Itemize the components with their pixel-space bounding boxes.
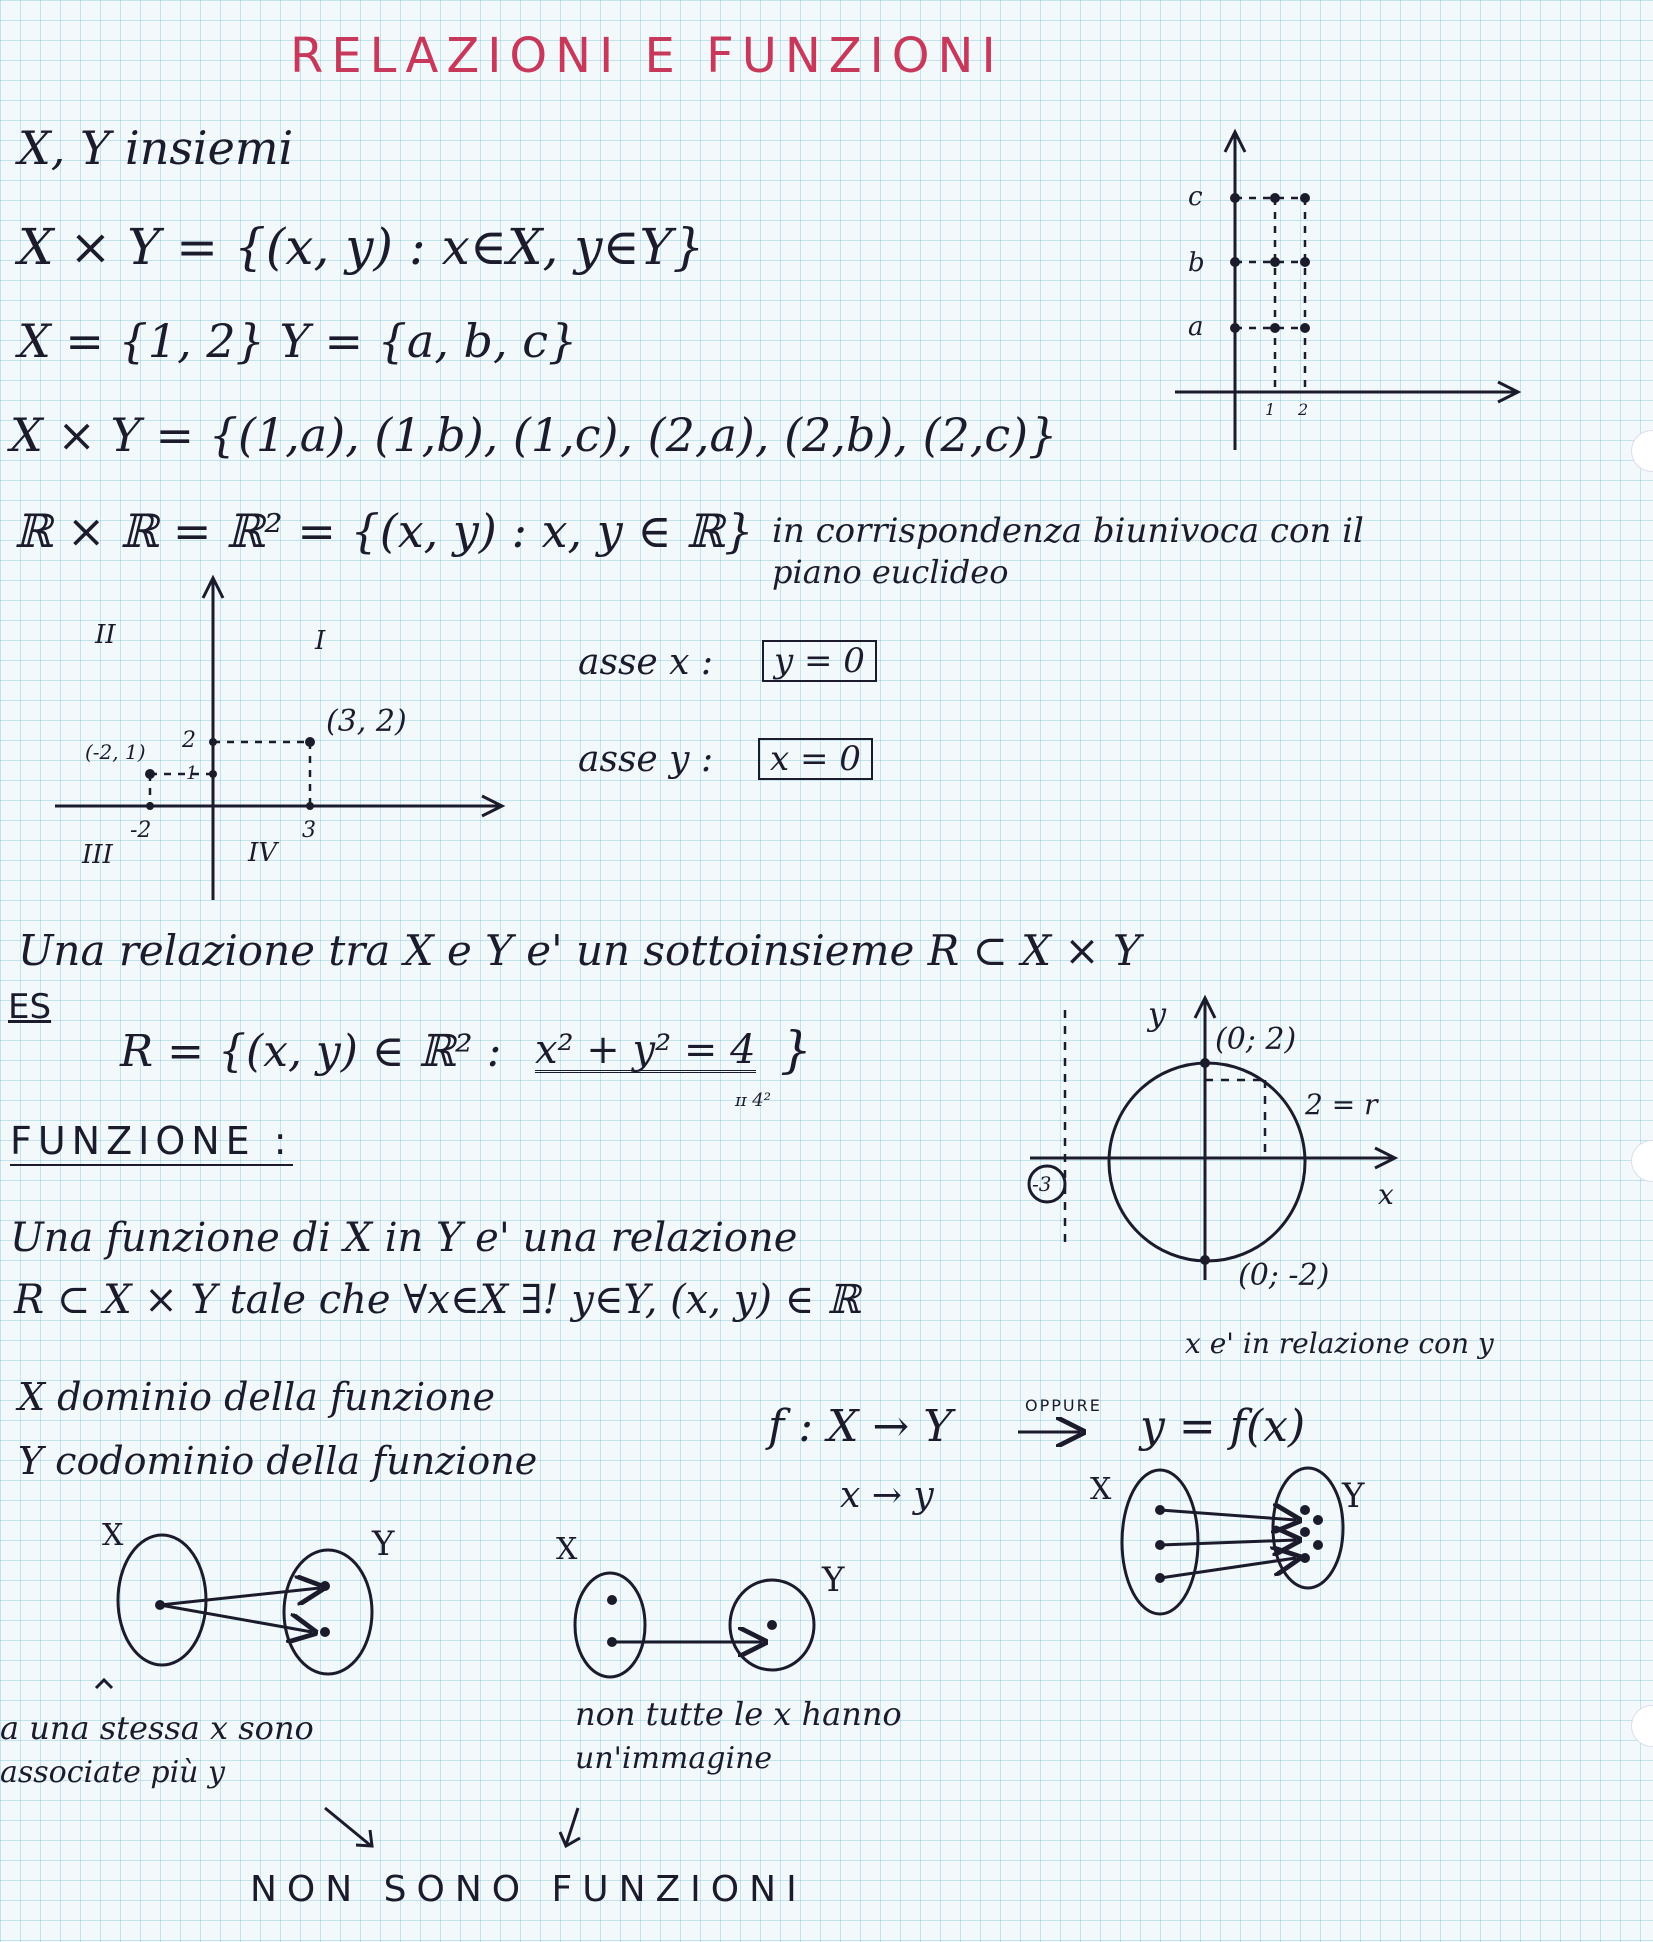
page-title: RELAZIONI E FUNZIONI [290, 28, 1004, 84]
example-sets: X = {1, 2} Y = {a, b, c} [18, 314, 578, 368]
note-noimage-line2: un'immagine [575, 1741, 773, 1776]
binder-hole [1631, 1140, 1653, 1182]
es-relation-close: } [780, 1021, 812, 1079]
product-graph-x-arrow [1498, 382, 1518, 402]
circle-graph-bottom-label: (0; -2) [1238, 1258, 1330, 1293]
quadrant-III: III [82, 840, 113, 870]
circle-graph-x-label: x [1378, 1178, 1394, 1211]
circle-graph-left-label: -3 [1032, 1172, 1052, 1196]
es-label: ES [8, 987, 52, 1027]
circle-graph-top-label: (0; 2) [1215, 1022, 1297, 1057]
circle-graph-circle [1109, 1063, 1305, 1261]
relation-definition: Una relazione tra X e Y e' un sottoinsieme R ⊂ X × Y [18, 926, 1141, 975]
product-graph-y-arrow [1225, 132, 1245, 152]
function-header: FUNZIONE : [10, 1122, 293, 1166]
note-noimage-line1: non tutte le x hanno [575, 1695, 902, 1733]
binder-hole [1631, 1705, 1653, 1747]
plane-graph-point-b [145, 769, 155, 779]
axis-y-label: asse y : [578, 739, 714, 780]
diagram1-y-label: Y [372, 1524, 395, 1564]
axis-x-label: asse x : [578, 642, 714, 683]
diagram3-y-label: Y [1342, 1476, 1365, 1516]
plane-graph-tick-m2: -2 [130, 818, 152, 843]
diagram-multiple-y [96, 1535, 372, 1688]
product-graph-tick-a: a [1188, 312, 1204, 342]
plane-graph-tick-2: 2 [182, 728, 196, 753]
function-explicit: y = f(x) [1140, 1401, 1306, 1452]
plane-graph-tick-3: 3 [302, 818, 316, 843]
note-multiple-line2: associate più y [0, 1755, 225, 1790]
r2-note-line1: in corrispondenza biunivoca con il [772, 511, 1364, 551]
plane-graph-label-a: (3, 2) [326, 704, 407, 739]
diagram-function [1122, 1468, 1343, 1614]
circle-graph-y-label: y [1148, 995, 1167, 1033]
conclusion: NON SONO FUNZIONI [250, 1869, 807, 1910]
quadrant-II: II [95, 620, 116, 650]
quadrant-I: I [315, 626, 326, 656]
function-definition-line1: Una funzione di X in Y e' una relazione [10, 1215, 798, 1261]
es-relation-sub: ɪɪ 4² [735, 1090, 771, 1111]
codomain-line: Y codominio della funzione [18, 1439, 538, 1483]
diagram1-x-label: X [102, 1518, 124, 1553]
map-notation: x → y [840, 1475, 934, 1516]
product-graph-tick-b: b [1188, 248, 1205, 278]
note-multiple-line1: a una stessa x sono [0, 1709, 314, 1747]
diagram2-y-label: Y [822, 1560, 845, 1600]
plane-graph-point-a [305, 737, 315, 747]
es-relation-prefix: R = {(x, y) ∈ ℝ² : [120, 1026, 502, 1077]
plane-graph-label-b: (-2, 1) [85, 740, 146, 764]
oppure-label: OPPURE [1025, 1396, 1102, 1415]
circle-graph-right-label: 2 = r [1305, 1088, 1378, 1121]
product-graph-tick-1: 1 [1265, 400, 1276, 419]
binder-hole [1631, 430, 1653, 472]
plane-graph-tick-1: 1 [186, 763, 198, 784]
axis-y-equation: x = 0 [758, 738, 873, 780]
es-relation-equation: x² + y² = 4 [535, 1027, 756, 1073]
axis-x-equation: y = 0 [762, 640, 877, 682]
diagram3-x-label: X [1090, 1472, 1112, 1507]
r2-definition: ℝ × ℝ = ℝ² = {(x, y) : x, y ∈ ℝ} [14, 504, 754, 558]
diagram2-x-label: X [556, 1532, 578, 1567]
quadrant-IV: IV [248, 838, 278, 868]
relation-note: x e' in relazione con y [1185, 1327, 1494, 1360]
r2-note-line2: piano euclideo [772, 553, 1009, 591]
product-graph-tick-2: 2 [1298, 400, 1309, 419]
cartesian-definition: X × Y = {(x, y) : x∈X, y∈Y} [18, 218, 705, 276]
function-definition-line2: R ⊂ X × Y tale che ∀x∈X ∃! y∈Y, (x, y) ∈ ℝ [14, 1277, 861, 1323]
example-product: X × Y = {(1,a), (1,b), (1,c), (2,a), (2,b), (2,c)} [10, 408, 1058, 462]
function-notation: f : X → Y [768, 1401, 953, 1452]
domain-line: X dominio della funzione [18, 1375, 495, 1419]
product-graph-tick-c: c [1188, 182, 1203, 212]
sets-line: X, Y insiemi [18, 121, 294, 175]
